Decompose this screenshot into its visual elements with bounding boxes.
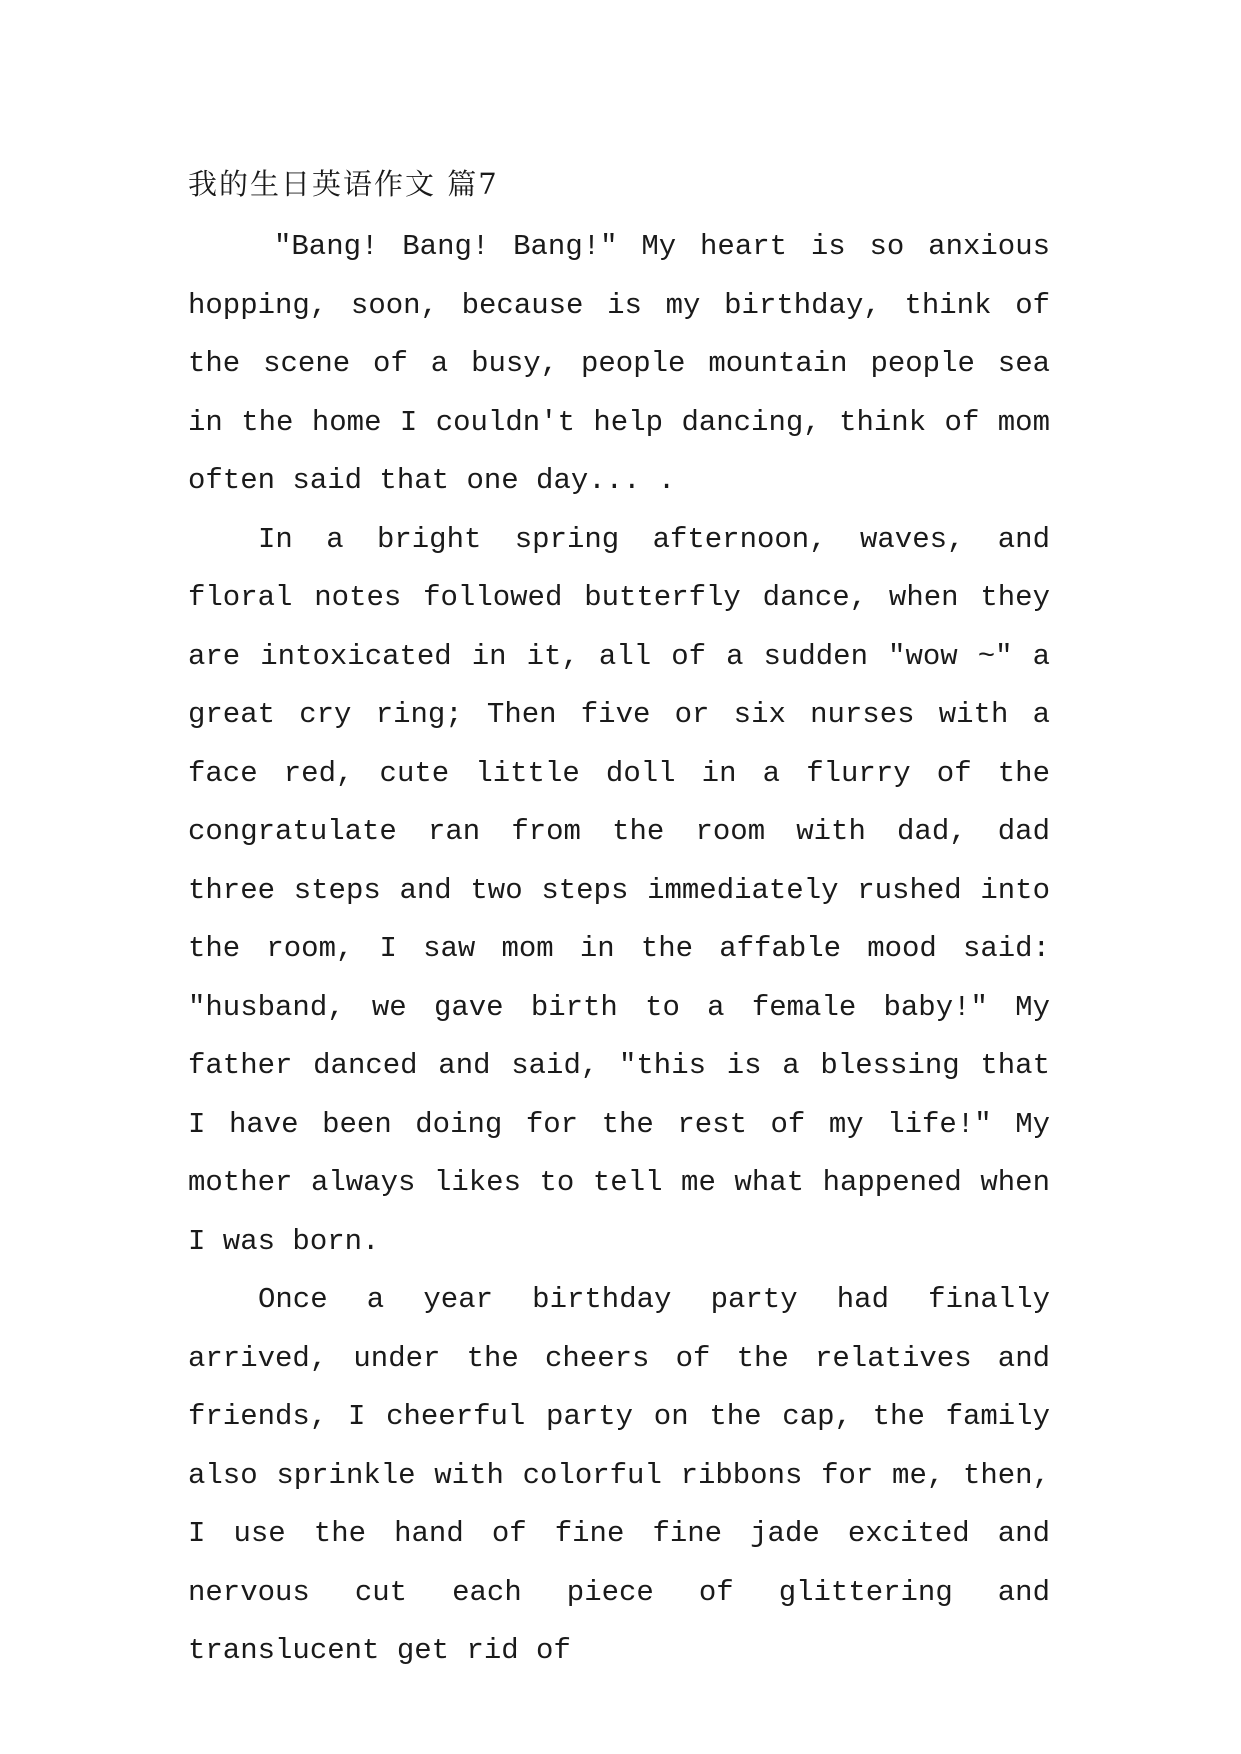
paragraph-text: In a bright spring afternoon, waves, and floral notes followed butterfly dance, when they are intoxicated in it, all of a sudden "wow ~" a great cry ring; Then five or six nurses with a face red, cute little doll in a flurry of the congratulate ran from the room with dad, dad three steps and two steps immediately rushed into the room, I saw mom in the affable mood said: "husband, we gave birth to a female baby!" My father danced and said, "this is a blessing that I have been doing for the rest of my life!" My mother always likes to tell me what happened when I was born. (188, 522, 1050, 1258)
document-body (188, 160, 1050, 1681)
essay-text (188, 218, 1050, 1681)
essay-title: 我的生日英语作文 篇7 (188, 167, 499, 201)
paragraph-2 (188, 511, 1050, 1272)
paragraph-text: "Bang! Bang! Bang!" My heart is so anxious hopping, soon, because is my birthday, think of the scene of a busy, people mountain people sea in the home I couldn't help dancing, think of mom often said that one day... . (188, 230, 1050, 497)
paragraph-1 (188, 218, 1050, 511)
paragraph-3 (188, 1271, 1050, 1681)
paragraph-text: Once a year birthday party had finally arrived, under the cheers of the relatives and friends, I cheerful party on the cap, the family also sprinkle with colorful ribbons for me, then, I use the hand of fine fine jade excited and nervous cut each piece of glittering and translucent get rid of (188, 1283, 1050, 1667)
